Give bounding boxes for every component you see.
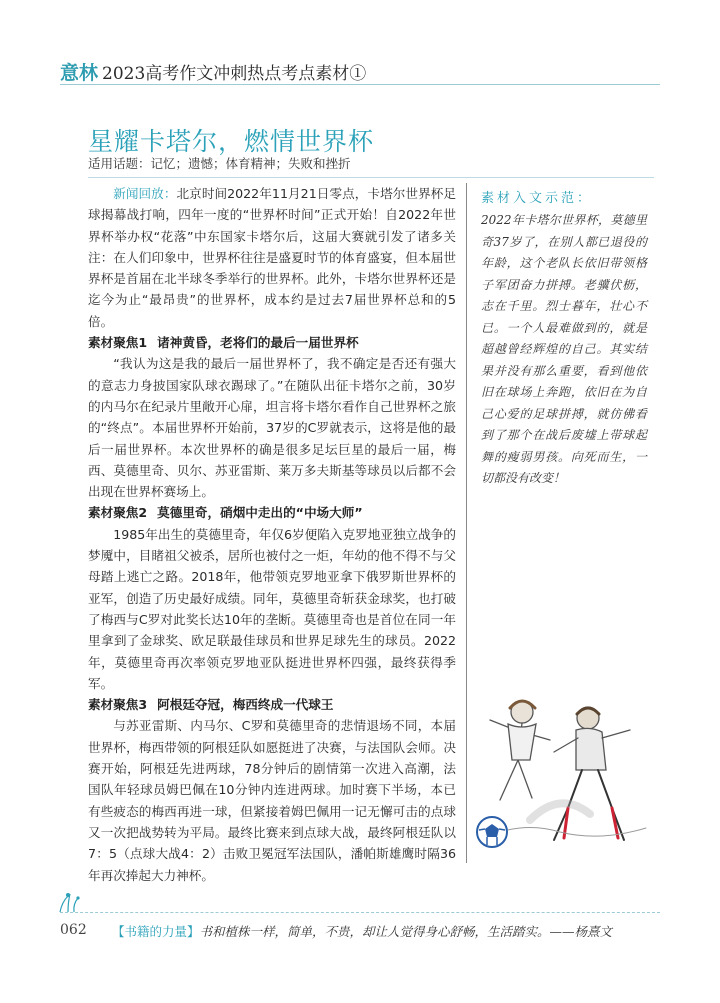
section-title: 诸神黄昏，老将们的最后一届世界杯 — [157, 335, 359, 351]
section-title: 莫德里奇，硝烟中走出的“中场大师” — [157, 505, 363, 521]
header-rule — [60, 84, 660, 85]
page-header — [60, 58, 367, 84]
section-label: 素材聚焦2 — [88, 505, 148, 521]
section-text-1: “我认为这是我的最后一届世界杯了，我不确定是否还有强大的意志力身披国家队球衣踢球了。”在随队出征卡塔尔之前，30岁的内马尔在纪录片里敞开心扉，坦言将卡塔尔看作自己世界杯之旅的“终点”。本届世界杯开始前，37岁的C罗就表示，这将是他的最后一届世界杯。本次世界杯的确是很多足坛巨星的最后一届，梅西、莫德里奇、贝尔、苏亚雷斯、莱万多夫斯基等球员以后都不会出现在世界杯赛场上。 — [88, 356, 456, 500]
footer-rule — [60, 912, 660, 914]
header-subtitle: 2023高考作文冲刺热点考点素材① — [102, 64, 367, 84]
article-title: 星耀卡塔尔，燃情世界杯 — [88, 127, 375, 156]
section-heading-1 — [88, 332, 456, 353]
footer-quote — [112, 922, 612, 940]
news-label: 新闻回放： — [113, 186, 177, 201]
topics-divider — [88, 177, 654, 178]
article-topics: 适用话题：记忆；遗憾；体育精神；失败和挫折 — [88, 156, 351, 171]
section-label: 素材聚焦1 — [88, 335, 148, 351]
section-text-3: 与苏亚雷斯、内马尔、C罗和莫德里奇的悲情退场不同，本届世界杯，梅西带领的阿根廷队如愿挺进了决赛，与法国队会师。决赛开始，阿根廷先进两球，78分钟后的剧情第一次进入高潮，法国队年轻球员姆巴佩在10分钟内连进两球。加时赛下半场，本已有些疲态的梅西再进一球，但紧接着姆巴佩用一记无懈可击的点球又一次把战势转为平局。最终比赛来到点球大战，最终阿根廷队以7：5（点球大战4：2）击败卫冕冠军法国队，潘帕斯雄鹰时隔36年再次捧起大力神杯。 — [88, 718, 456, 883]
quote-text: 书和植株一样，简单，不贵，却让人觉得身心舒畅，生活踏实。——杨熹文 — [199, 924, 613, 939]
soccer-ball-icon — [477, 817, 507, 847]
sidebar-text: 2022年卡塔尔世界杯，莫德里奇37岁了，在别人都已退役的年龄，这个老队长依旧带领格子军团奋力拼搏。老骥伏枥，志在千里。烈士暮年，壮心不已。一个人最难做到的，就是超越曾经辉煌的自己。其实结果并没有那么重要，看到他依旧在球场上奔跑，依旧在为自己心爱的足球拼搏，就仿佛看到了那个在战后废墟上带球起舞的瘦弱男孩。向死而生，一切都没有改变！ — [481, 213, 647, 485]
plant-icon — [54, 890, 82, 914]
news-paragraph — [88, 183, 456, 332]
section-label: 素材聚焦3 — [88, 697, 148, 713]
page-number: 062 — [60, 922, 87, 938]
brand-logo: 意林 — [60, 62, 99, 84]
section-title: 阿根廷夺冠，梅西终成一代球王 — [157, 697, 334, 713]
article-body — [88, 183, 456, 886]
football-players-illustration — [470, 690, 648, 855]
news-text: 北京时间2022年11月21日零点，卡塔尔世界杯足球揭幕战打响，四年一度的“世界杯时间”正式开始！自2022年世界杯举办权“花落”中东国家卡塔尔后，这届大赛就引发了诸多关注：在人们印象中，世界杯往往是盛夏时节的体育盛宴，但本届世界杯是首届在北半球冬季举行的世界杯。此外，卡塔尔世界杯还是迄今为止“最昂贵”的世界杯，成本约是过去7届世界杯总和的5倍。 — [88, 186, 456, 329]
sidebar-heading: 素材入文示范： — [481, 191, 594, 206]
quote-tag: 【书籍的力量】 — [112, 924, 200, 939]
section-heading-3 — [88, 694, 456, 715]
section-heading-2 — [88, 502, 456, 523]
section-text-2: 1985年出生的莫德里奇，年仅6岁便陷入克罗地亚独立战争的梦魇中，目睹祖父被杀，居所也被付之一炬，年幼的他不得不与父母踏上逃亡之路。2018年，他带领克罗地亚拿下俄罗斯世界杯的亚军，创造了历史最好成绩。同年，莫德里奇斩获金球奖，也打破了梅西与C罗对此奖长达10年的垄断。莫德里奇也是首位在同一年里拿到了金球奖、欧足联最佳球员和世界足球先生的球员。2022年，莫德里奇再次率领克罗地亚队挺进世界杯四强，最终获得季军。 — [88, 526, 456, 691]
